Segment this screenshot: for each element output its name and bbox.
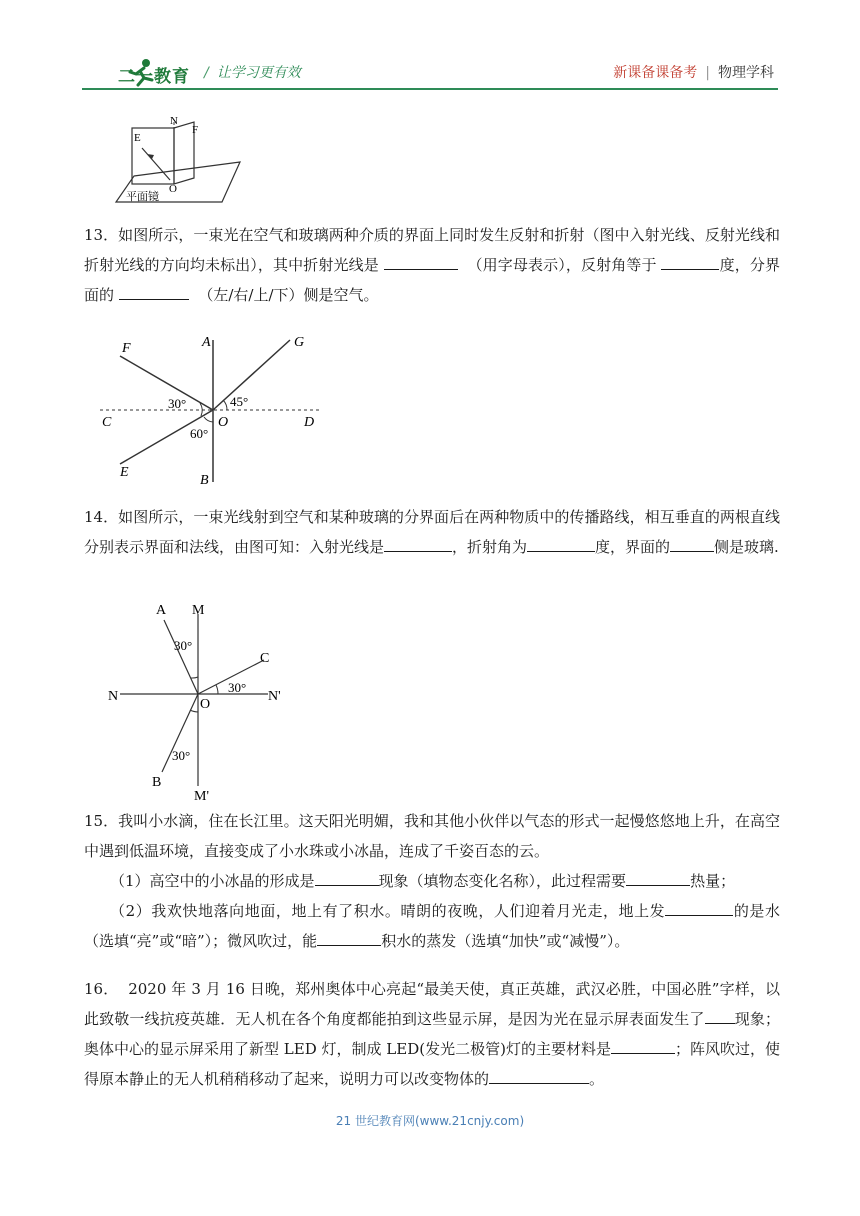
header-separator: | bbox=[705, 65, 710, 81]
q14-label-n: N bbox=[108, 689, 119, 704]
q16-blank-2[interactable] bbox=[611, 1035, 675, 1054]
q14-blank-2[interactable] bbox=[527, 533, 595, 552]
q13-text-a: 如图所示，一束光在空气和玻璃两种介质的界面上同时发生反射和折射（图中入射光线、反射光线和折射光线的方向均未标出），其中折射光线是 bbox=[84, 226, 780, 274]
q15-blank-4[interactable] bbox=[317, 927, 381, 946]
q15-blank-3[interactable] bbox=[665, 897, 733, 916]
q13-blank-1[interactable] bbox=[384, 251, 458, 270]
header-divider bbox=[82, 88, 778, 90]
q13-label-b: B bbox=[200, 473, 209, 486]
question-14 bbox=[84, 502, 780, 562]
q15-p1-text-b: 现象（填物态变化名称），此过程需要 bbox=[378, 872, 627, 890]
question-15 bbox=[84, 806, 780, 956]
q14-text-a: 如图所示，一束光线射到空气和某种玻璃的分界面后在两种物质中的传播路线，相互垂直的两根直线分别表示界面和法线，由图可知：入射光线是 bbox=[84, 508, 780, 556]
q14-label-a: A bbox=[156, 603, 167, 618]
fig-label-e: E bbox=[134, 132, 141, 144]
q13-label-c: C bbox=[102, 415, 112, 430]
subject-label: 物理学科 bbox=[718, 65, 774, 81]
q13-angle-60: 60° bbox=[190, 426, 209, 441]
q13-label-e: E bbox=[120, 465, 129, 480]
q13-angle-30: 30° bbox=[168, 396, 187, 411]
question-16 bbox=[84, 974, 780, 1094]
page-footer[interactable]: 21 世纪教育网(www.21cnjy.com) bbox=[335, 1114, 525, 1128]
q14-angle-right: 30° bbox=[228, 680, 247, 695]
q16-blank-1[interactable] bbox=[705, 1005, 735, 1024]
fig-label-f: F bbox=[192, 124, 199, 136]
q15-intro-block bbox=[84, 806, 780, 866]
q13-label-a: A bbox=[202, 335, 211, 350]
q14-angle-bottom: 30° bbox=[172, 748, 191, 763]
logo-text: 二一教育 bbox=[118, 67, 190, 87]
q14-label-b: B bbox=[152, 775, 162, 790]
q14-figure bbox=[104, 600, 294, 802]
q13-text-d: （左/右/上/下）侧是空气。 bbox=[198, 286, 379, 304]
fig-label-o: O bbox=[169, 183, 177, 195]
q16-text-a: 2020 年 3 月 16 日晚，郑州奥体中心亮起“最美天使，真正英雄，武汉必胜，中国必胜”字样，以此致敬一线抗疫英雄．无人机在各个角度都能拍到这些显示屏，是因为光在显示屏表面发生了 bbox=[84, 980, 780, 1028]
q15-p1-text-a: （1）高空中的小冰晶的形成是 bbox=[110, 872, 315, 890]
q15-p2-text-c: 积水的蒸发（选填“加快”或“减慢”）。 bbox=[381, 932, 630, 950]
q14-text-b: ，折射角为 bbox=[452, 538, 528, 556]
q13-text-c: 度，分界面的 bbox=[84, 256, 780, 304]
slogan-text: 让学习更有效 bbox=[216, 65, 301, 81]
q14-angle-top: 30° bbox=[174, 638, 193, 653]
q16-text-d: 。 bbox=[589, 1070, 605, 1088]
q15-blank-1[interactable] bbox=[315, 867, 379, 886]
fig-label-n: N bbox=[170, 115, 178, 127]
q14-label-n-prime: N' bbox=[268, 689, 281, 704]
fig-caption-mirror: 平面镜 bbox=[126, 191, 159, 203]
q13-label-o: O bbox=[218, 415, 229, 430]
q13-blank-3[interactable] bbox=[119, 281, 189, 300]
q15-blank-2[interactable] bbox=[626, 867, 690, 886]
q14-label-m-prime: M' bbox=[194, 789, 209, 802]
q14-label-m: M bbox=[192, 603, 205, 618]
q13-label-d: D bbox=[304, 415, 315, 430]
header-right bbox=[613, 62, 774, 82]
question-13 bbox=[84, 220, 780, 310]
q13-label-g: G bbox=[294, 335, 305, 350]
q14-label-c: C bbox=[260, 651, 270, 666]
q13-blank-2[interactable] bbox=[661, 251, 719, 270]
q16-text-b: 现象；奥体中心的显示屏采用了新型 LED 灯，制成 LED(发光二极管)灯的主要材料是 bbox=[84, 1010, 780, 1058]
q15-part-1 bbox=[84, 866, 780, 896]
slogan bbox=[204, 62, 301, 82]
q15-part-2 bbox=[84, 896, 780, 956]
q14-number: 14． bbox=[84, 508, 119, 526]
q14-blank-1[interactable] bbox=[384, 533, 452, 552]
q16-blank-3[interactable] bbox=[489, 1065, 589, 1084]
q13-figure bbox=[96, 326, 328, 486]
q15-p2-text-a: （2）我欢快地落向地面，地上有了积水。晴朗的夜晚，人们迎着月光走，地上发 bbox=[110, 902, 666, 920]
q15-p2-text-b: 的是水（选填“亮”或“暗”）；微风吹过，能 bbox=[84, 902, 780, 950]
q13-number: 13． bbox=[84, 226, 119, 244]
q16-number: 16． bbox=[84, 980, 119, 998]
slogan-separator: / bbox=[204, 65, 209, 81]
q14-text-d: 侧是玻璃. bbox=[714, 538, 779, 556]
q14-label-o: O bbox=[200, 697, 211, 712]
course-label: 新课备课备考 bbox=[613, 65, 698, 81]
q15-p1-text-c: 热量； bbox=[690, 872, 736, 890]
q14-blank-3[interactable] bbox=[670, 533, 714, 552]
q13-text-b: （用字母表示），反射角等于 bbox=[467, 256, 657, 274]
q14-text-c: 度，界面的 bbox=[595, 538, 671, 556]
q15-number: 15． bbox=[84, 812, 119, 830]
q15-intro: 我叫小水滴，住在长江里。这天阳光明媚，我和其他小伙伴以气态的形式一起慢悠悠地上升，在高空中遇到低温环境，直接变成了小水珠或小冰晶，连成了千姿百态的云。 bbox=[84, 812, 780, 860]
mirror-figure bbox=[112, 114, 252, 208]
q13-label-f: F bbox=[122, 341, 131, 356]
q13-angle-45: 45° bbox=[230, 394, 249, 409]
q16-text-c: ；阵风吹过，使得原本静止的无人机稍稍移动了起来，说明力可以改变物体的 bbox=[84, 1040, 780, 1088]
